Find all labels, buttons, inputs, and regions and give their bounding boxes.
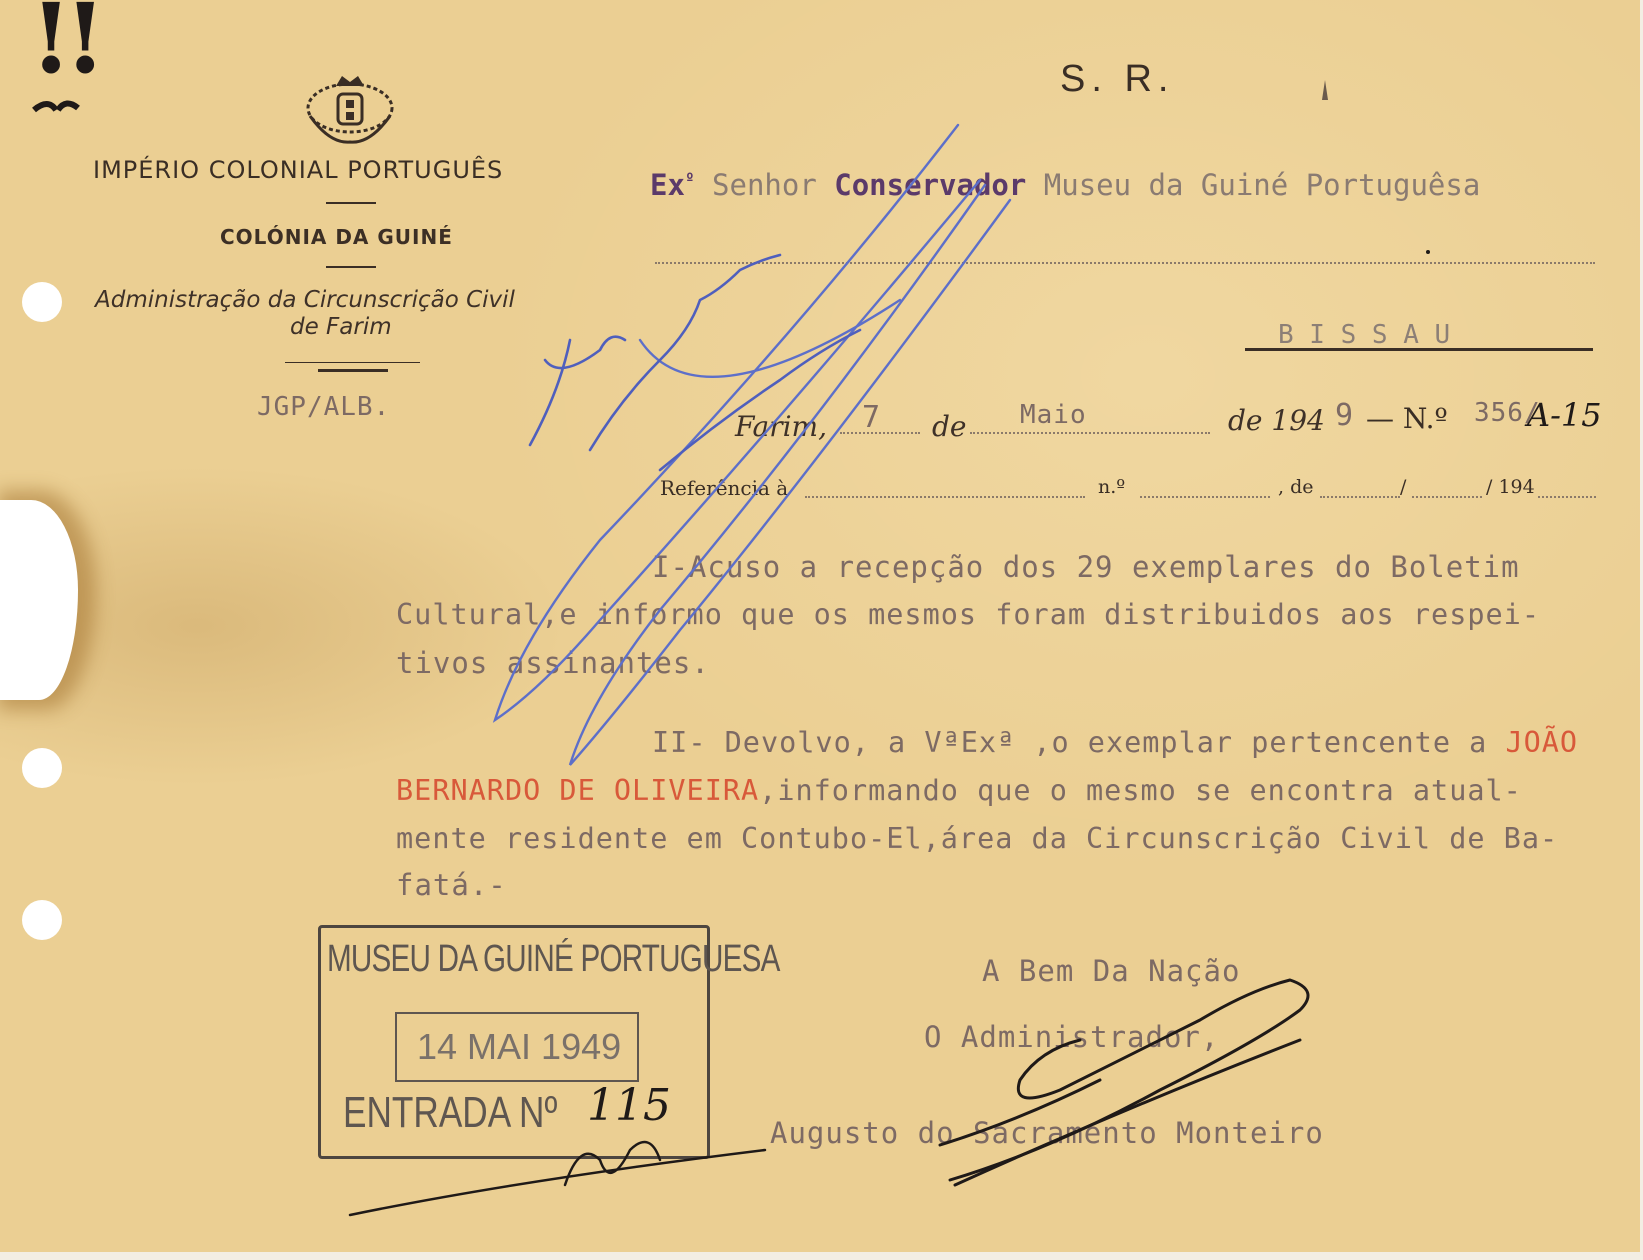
dateline-dots-month (970, 432, 1210, 434)
referencia-dots-5 (1538, 496, 1596, 498)
classification-mark: S. R. (1060, 58, 1175, 100)
administrator-signature (940, 980, 1308, 1185)
bird-mark-icon (34, 103, 78, 110)
administration-line-1: Administração da Circunscrição Civil (95, 287, 515, 313)
dateline-year-digit: 9 (1335, 398, 1355, 433)
body-p2-line1 (652, 726, 1578, 759)
addressee-institution: Museu da Guiné Portuguêsa (1043, 168, 1481, 202)
closing-name: Augusto do Sacramento Monteiro (770, 1116, 1324, 1150)
body-p2-line2-text: ,informando que o mesmo se encontra atual- (759, 774, 1522, 807)
header-divider-3 (285, 362, 420, 363)
body-p1-line2: Cultural,e informo que os mesmos foram distribuidos aos respei- (396, 598, 1540, 631)
body-p1-line1: I-Acuso a recepção dos 29 exemplares do Boletim (652, 550, 1520, 584)
punch-hole-top (22, 282, 62, 322)
header-divider-2 (326, 266, 376, 268)
stamp-entry-number: 115 (587, 1080, 671, 1131)
paper-tear (0, 500, 78, 700)
dateline-number-suffix: A-15 (1527, 396, 1602, 434)
referencia-slash: / (1400, 476, 1407, 498)
referencia-year-label: / 194 (1486, 476, 1535, 498)
dateline-number-prefix: — N.º (1366, 402, 1448, 435)
addressee-city: B I S S A U (1278, 320, 1451, 350)
punch-hole-bottom (22, 900, 62, 940)
colony-heading: COLÓNIA DA GUINÉ (220, 225, 453, 249)
addressee-line (650, 168, 1480, 202)
received-stamp (318, 925, 780, 1159)
dateline-year-prefix: de 194 (1228, 404, 1325, 437)
referencia-dots-1 (805, 496, 1085, 498)
header-divider-1 (326, 202, 376, 204)
dateline-de: de (932, 410, 967, 443)
body-p2-line1-name: JOÃO (1505, 726, 1579, 759)
addressee-dotted-line (655, 262, 1595, 264)
reference-code: JGP/ALB. (257, 392, 391, 422)
referencia-dots-2 (1140, 496, 1270, 498)
addressee-title: Conservador (834, 168, 1027, 202)
salutation-senhor: Senhor (712, 168, 817, 202)
dateline-day: 7 (862, 400, 882, 435)
empire-heading: IMPÉRIO COLONIAL PORTUGUÊS (93, 156, 504, 184)
referencia-de-label: , de (1278, 476, 1314, 498)
stamp-entry-label: ENTRADA Nº (343, 1088, 558, 1137)
body-p2-line4: fatá.- (396, 868, 507, 902)
closing-motto: A Bem Da Nação (982, 954, 1241, 988)
stamp-institution: MUSEU DA GUINÉ PORTUGUESA (327, 938, 780, 980)
referencia-dots-3 (1320, 496, 1400, 498)
header-divider-4 (318, 369, 388, 372)
referencia-dots-4 (1412, 496, 1482, 498)
punch-hole-middle (22, 748, 62, 788)
dateline-number: 356/ (1474, 398, 1541, 428)
closing-role: O Administrador, (924, 1020, 1220, 1054)
dateline-month: Maio (1020, 400, 1087, 430)
stamp-date-box (395, 1012, 639, 1082)
referencia-no-label: n.º (1098, 476, 1126, 498)
dateline-place: Farim, (735, 410, 828, 443)
salutation-exo: $Ex^º$ (650, 168, 695, 202)
city-underline (1245, 348, 1593, 351)
ink-dots (1322, 80, 1430, 254)
referencia-label: Referência à (660, 476, 789, 500)
administration-line-2: de Farim (290, 314, 392, 340)
body-p2-line3: mente residente em Contubo-El,área da Circunscrição Civil de Ba- (396, 822, 1559, 855)
body-p2-line2-name: BERNARDO DE OLIVEIRA (396, 774, 760, 807)
body-p2-line1-text: II- Devolvo, a VªExª ,o exemplar pertencente a (652, 726, 1506, 759)
stamp-date: 14 MAI 1949 (417, 1026, 622, 1067)
top-mark: !! (30, 0, 99, 95)
body-p2-line2 (396, 774, 1522, 807)
body-p1-line3: tivos assinantes. (396, 646, 710, 680)
